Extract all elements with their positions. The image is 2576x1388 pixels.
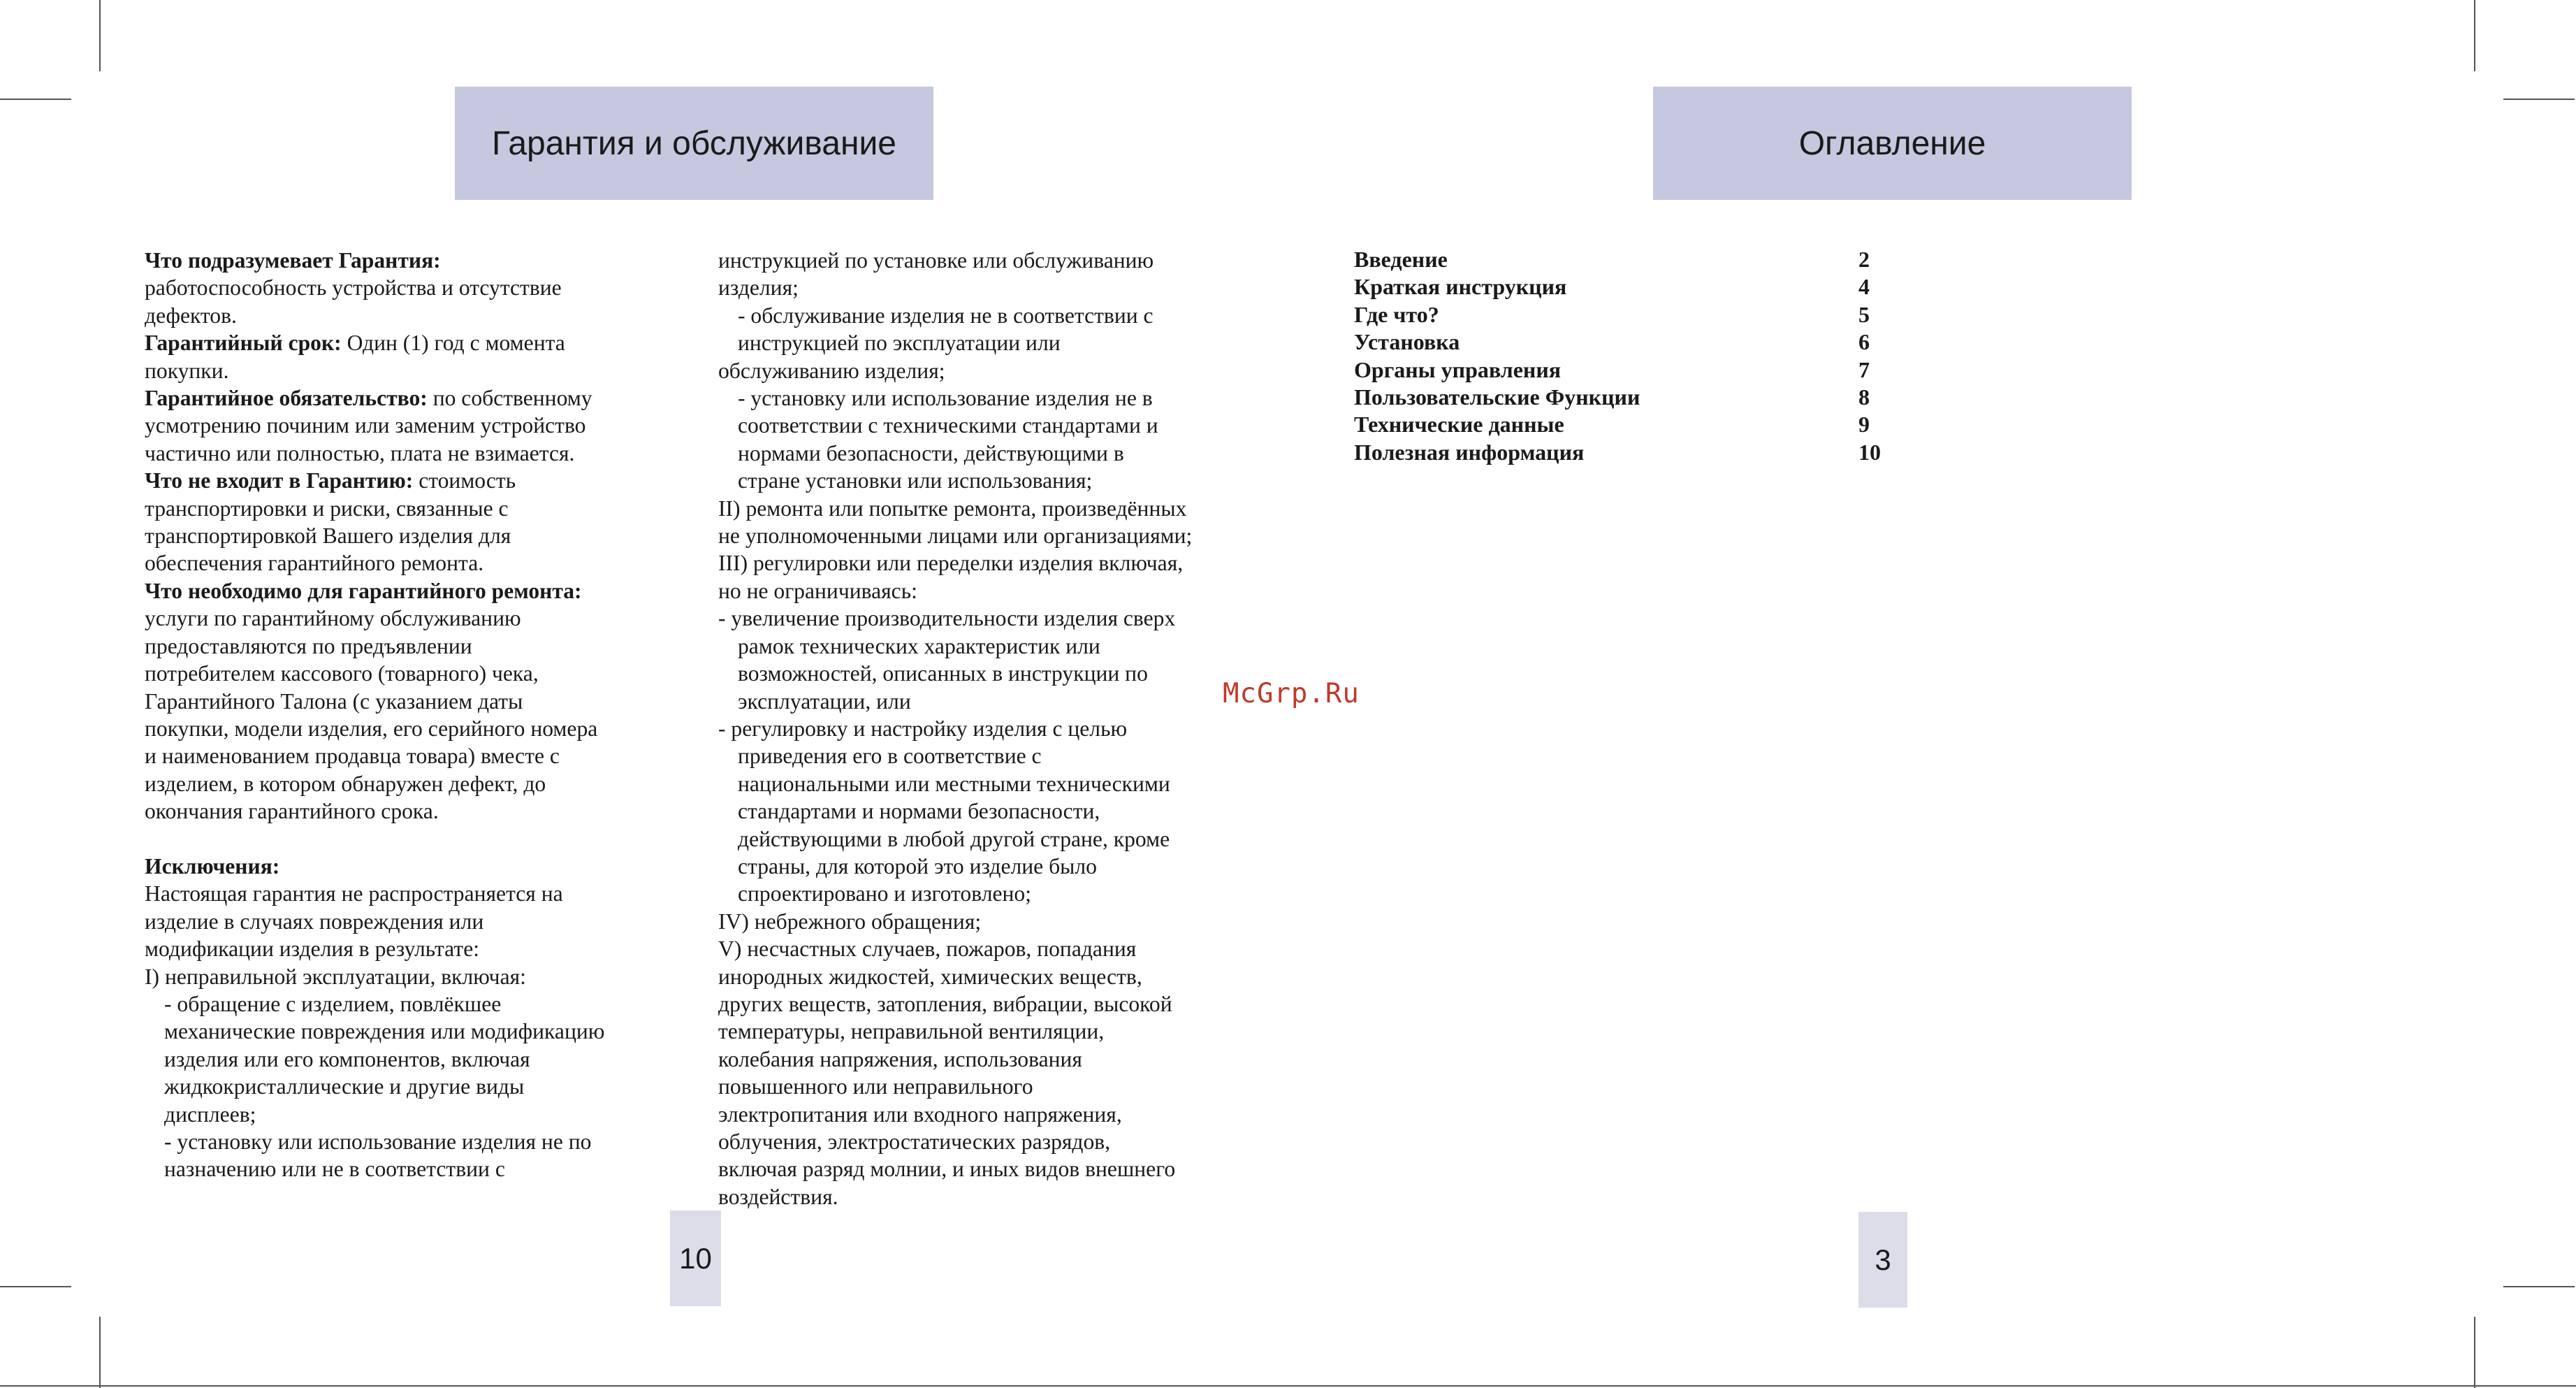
bold-term: Гарантийный срок: <box>145 331 342 356</box>
text-line <box>718 880 1192 907</box>
text-line <box>145 715 604 742</box>
line-text: повышенного или неправильного <box>718 1074 1033 1099</box>
line-text: обеспечения гарантийного ремонта. <box>145 551 484 576</box>
toc-label: Установка <box>1354 329 1460 355</box>
line-text: действующими в любой другой стране, кроме <box>738 826 1170 851</box>
line-text: инородных жидкостей, химических веществ, <box>718 964 1142 989</box>
line-text: спроектировано и изготовлено; <box>738 881 1032 906</box>
text-line <box>718 825 1192 853</box>
text-line <box>145 1018 604 1045</box>
line-text: жидкокристаллические и другие виды <box>164 1074 525 1099</box>
text-line <box>718 715 1192 742</box>
line-text: - установку или использование изделия не по <box>164 1129 592 1154</box>
line-text: воздействия. <box>718 1184 838 1209</box>
right-page-number-box <box>1858 1212 1907 1308</box>
text-line <box>145 1128 604 1155</box>
text-line <box>718 1073 1192 1100</box>
text-line <box>718 770 1192 797</box>
line-text: соответствии с техническими стандартами и <box>738 413 1158 438</box>
bold-term: Гарантийное обязательство: <box>145 386 428 411</box>
crop-mark <box>0 99 71 100</box>
text-line <box>145 495 604 522</box>
text-line <box>718 908 1192 935</box>
line-text: услуги по гарантийному обслуживанию <box>145 606 521 631</box>
line-text: - увеличение производительности изделия сверх <box>718 606 1176 631</box>
left-page-number-box <box>670 1210 721 1306</box>
toc-label: Пользовательские Функции <box>1354 384 1640 410</box>
line-text: включая разряд молнии, и иных видов внешнего <box>718 1157 1176 1182</box>
line-text: обслуживанию изделия; <box>718 358 945 383</box>
line-text: - обслуживание изделия не в соответствии с <box>738 303 1154 328</box>
crop-mark <box>2503 1286 2575 1287</box>
crop-mark <box>2474 1317 2475 1388</box>
line-text: стране установки или использования; <box>738 468 1093 493</box>
line-text: страны, для которой это изделие было <box>738 853 1097 879</box>
text-line <box>718 990 1192 1018</box>
line-text: покупки. <box>145 358 229 383</box>
right-page-title: Оглавление <box>1798 124 1986 162</box>
text-line <box>145 880 604 907</box>
left-page-number: 10 <box>679 1241 712 1275</box>
toc-page-number: 10 <box>1858 439 1881 465</box>
crop-mark <box>2474 0 2475 71</box>
line-text: не уполномоченными лицами или организациями; <box>718 523 1193 549</box>
toc-label: Где что? <box>1354 301 1439 327</box>
text-line <box>718 495 1192 522</box>
crop-mark <box>99 1317 101 1388</box>
line-text: колебания напряжения, использования <box>718 1046 1082 1071</box>
line-text: нормами безопасности, действующими в <box>738 440 1124 465</box>
line-text: IV) небрежного обращения; <box>718 909 982 934</box>
text-line <box>145 357 604 384</box>
text-line <box>718 440 1192 467</box>
text-line <box>718 963 1192 990</box>
watermark-text: McGrp.Ru <box>1223 678 1360 709</box>
line-text: V) несчастных случаев, пожаров, попадания <box>718 937 1137 962</box>
text-line <box>145 660 604 687</box>
line-text: возможностей, описанных в инструкции по <box>738 661 1148 686</box>
toc-label: Полезная информация <box>1354 439 1585 465</box>
text-line <box>145 963 604 990</box>
right-page-number: 3 <box>1875 1243 1891 1276</box>
text-line <box>145 935 604 962</box>
text-line <box>145 605 604 632</box>
line-text: инструкцией по эксплуатации или <box>738 331 1061 356</box>
crop-mark <box>99 0 101 71</box>
text-line <box>718 742 1192 769</box>
text-line <box>718 660 1192 687</box>
line-text: назначению или не в соответствии с <box>164 1157 505 1182</box>
text-line <box>718 329 1192 356</box>
crop-mark <box>2503 99 2575 100</box>
line-text: Один (1) год с момента <box>341 331 565 356</box>
toc-page-number: 5 <box>1858 301 1870 327</box>
line-text: других веществ, затопления, вибрации, высокой <box>718 991 1172 1016</box>
warranty-column-1 <box>145 247 604 1183</box>
text-line <box>718 1155 1192 1183</box>
text-line <box>145 274 604 301</box>
page-bottom-edge <box>0 1385 2576 1387</box>
text-line <box>145 1046 604 1073</box>
text-line <box>718 632 1192 660</box>
line-text: стандартами и нормами безопасности, <box>738 799 1100 824</box>
text-line <box>145 1101 604 1128</box>
text-line <box>718 688 1192 715</box>
text-line <box>718 1101 1192 1128</box>
line-text: Настоящая гарантия не распространяется на <box>145 881 563 906</box>
text-line <box>718 1183 1192 1210</box>
text-line <box>145 247 604 274</box>
text-line <box>145 384 604 412</box>
line-text <box>145 827 150 851</box>
line-text: но не ограничиваясь: <box>718 578 917 603</box>
line-text: Гарантийного Талона (с указанием даты <box>145 688 523 714</box>
line-text: потребителем кассового (товарного) чека, <box>145 661 539 686</box>
text-line <box>145 797 604 825</box>
line-text: дефектов. <box>145 303 237 328</box>
text-line <box>718 247 1192 274</box>
text-line <box>145 329 604 356</box>
line-text: покупки, модели изделия, его серийного номера <box>145 716 598 741</box>
text-line <box>718 605 1192 632</box>
text-line <box>718 384 1192 412</box>
toc-label: Технические данные <box>1354 412 1564 438</box>
line-text: инструкцией по установке или обслуживанию <box>718 248 1154 273</box>
line-text: температуры, неправильной вентиляции, <box>718 1019 1105 1044</box>
text-line <box>718 549 1192 577</box>
text-line <box>718 302 1192 329</box>
text-line <box>145 1155 604 1183</box>
text-line <box>145 770 604 797</box>
text-line <box>718 1128 1192 1155</box>
text-line <box>145 1073 604 1100</box>
line-text: рамок технических характеристик или <box>738 633 1100 658</box>
line-text: стоимость <box>413 468 516 493</box>
bold-term: Что необходимо для гарантийного ремонта: <box>145 578 582 603</box>
text-line <box>145 908 604 935</box>
line-text: по собственному <box>427 386 592 411</box>
line-text: транспортировки и риски, связанные с <box>145 496 509 521</box>
bold-term: Исключения: <box>145 853 280 879</box>
line-text: III) регулировки или переделки изделия включая, <box>718 551 1184 576</box>
crop-mark <box>0 1286 71 1287</box>
text-line <box>145 549 604 577</box>
text-line <box>718 1046 1192 1073</box>
line-text: национальными или местными техническими <box>738 771 1170 796</box>
line-text: предоставляются по предъявлении <box>145 633 472 658</box>
left-page-title: Гарантия и обслуживание <box>492 124 896 162</box>
line-text: - регулировку и настройку изделия с целью <box>718 716 1128 741</box>
text-line <box>145 467 604 494</box>
text-line <box>145 742 604 769</box>
line-text: механические повреждения или модификацию <box>164 1019 605 1044</box>
line-text: частично или полностью, плата не взимается. <box>145 440 575 465</box>
warranty-column-2 <box>718 247 1192 1210</box>
text-line <box>718 935 1192 962</box>
line-text: окончания гарантийного срока. <box>145 799 439 824</box>
text-line <box>718 797 1192 825</box>
line-text: изделием, в котором обнаружен дефект, до <box>145 771 546 796</box>
text-line <box>718 357 1192 384</box>
line-text: облучения, электростатических разрядов, <box>718 1129 1111 1154</box>
left-page-header <box>455 87 933 200</box>
text-line <box>145 632 604 660</box>
right-page-header <box>1653 87 2132 200</box>
line-text: II) ремонта или попытке ремонта, произведённых <box>718 496 1187 521</box>
line-text: эксплуатации, или <box>738 688 911 714</box>
text-line <box>718 853 1192 880</box>
toc-label: Органы управления <box>1354 356 1562 382</box>
line-text: - установку или использование изделия не в <box>738 386 1153 411</box>
text-line <box>718 1018 1192 1045</box>
line-text: дисплеев; <box>164 1101 256 1127</box>
toc-label: Введение <box>1354 247 1448 272</box>
text-line <box>145 302 604 329</box>
line-text: усмотрению починим или заменим устройство <box>145 413 586 438</box>
text-line <box>718 412 1192 439</box>
bold-term: Что подразумевает Гарантия: <box>145 248 441 273</box>
toc-page-number: 2 <box>1858 247 1870 272</box>
text-line <box>145 688 604 715</box>
toc-page-number: 4 <box>1858 274 1870 300</box>
line-text: и наименованием продавца товара) вместе с <box>145 744 560 769</box>
toc-page-number: 9 <box>1858 412 1870 438</box>
toc-page-number: 7 <box>1858 356 1870 382</box>
toc-page-number: 6 <box>1858 329 1870 355</box>
line-text: изделия; <box>718 275 799 301</box>
line-text: транспортировкой Вашего изделия для <box>145 523 511 549</box>
text-line <box>145 440 604 467</box>
bold-term: Что не входит в Гарантию: <box>145 468 414 493</box>
text-line <box>145 412 604 439</box>
text-line <box>718 467 1192 494</box>
text-line <box>145 825 604 853</box>
line-text: - обращение с изделием, повлёкшее <box>164 991 502 1016</box>
text-line <box>145 853 604 880</box>
text-line <box>145 990 604 1018</box>
text-line <box>718 274 1192 301</box>
line-text: I) неправильной эксплуатации, включая: <box>145 964 526 989</box>
toc-page-number: 8 <box>1858 384 1870 410</box>
text-line <box>718 577 1192 605</box>
line-text: изделие в случаях повреждения или <box>145 909 484 934</box>
line-text: приведения его в соответствие с <box>738 744 1042 769</box>
toc-label: Краткая инструкция <box>1354 274 1567 300</box>
line-text: электропитания или входного напряжения, <box>718 1101 1122 1127</box>
text-line <box>145 522 604 549</box>
line-text: модификации изделия в результате: <box>145 937 479 962</box>
text-line <box>145 577 604 605</box>
text-line <box>718 522 1192 549</box>
line-text: работоспособность устройства и отсутствие <box>145 275 562 301</box>
line-text: изделия или его компонентов, включая <box>164 1046 530 1071</box>
